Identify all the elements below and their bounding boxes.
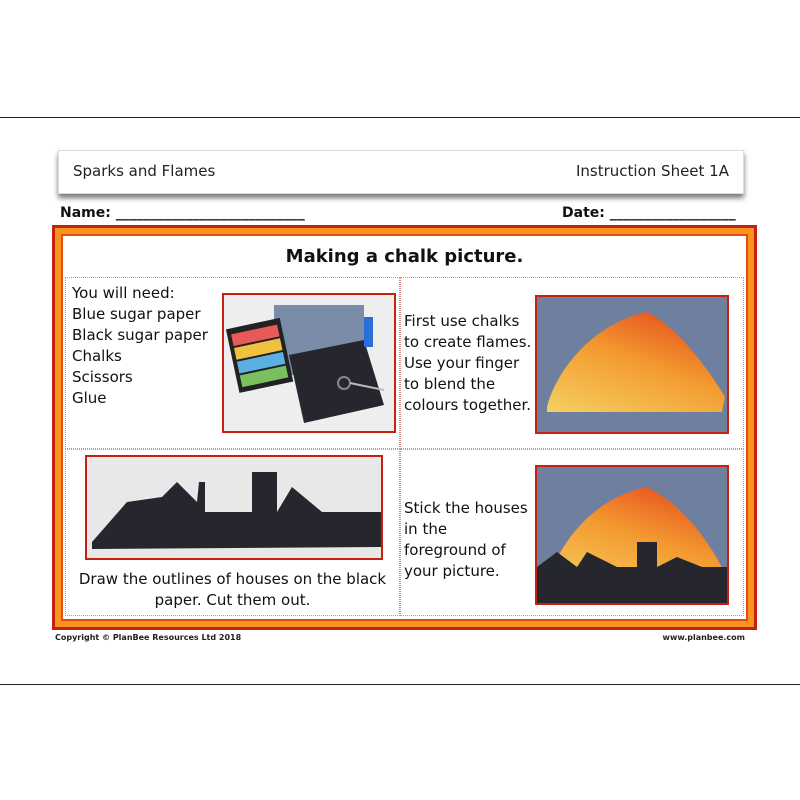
- materials-heading: You will need:: [72, 284, 175, 302]
- materials-photo: [222, 293, 396, 433]
- copyright-text: Copyright © PlanBee Resources Ltd 2018: [55, 633, 242, 642]
- name-field[interactable]: Name: ___________________________: [60, 205, 305, 221]
- step2-text: Draw the outlines of houses on the black paper. Cut them out.: [78, 570, 387, 609]
- header-banner: [58, 150, 744, 194]
- flames-photo: [535, 295, 729, 434]
- topic-title: Sparks and Flames: [73, 162, 216, 180]
- list-item: Black sugar paper: [72, 326, 208, 344]
- sheet-label: Instruction Sheet 1A: [576, 162, 729, 180]
- finished-picture-photo: [535, 465, 729, 605]
- step3-text: Stick the houses in the foreground of your picture.: [404, 499, 528, 580]
- date-field[interactable]: Date: __________________: [562, 205, 736, 221]
- page-heading: Making a chalk picture.: [285, 246, 524, 267]
- website-link[interactable]: www.planbee.com: [662, 633, 745, 642]
- list-item: Blue sugar paper: [72, 305, 201, 323]
- list-item: Glue: [72, 389, 107, 407]
- materials-list: [72, 283, 208, 409]
- houses-photo: [85, 455, 383, 560]
- list-item: Scissors: [72, 368, 133, 386]
- step1-text: First use chalks to create flames. Use your finger to blend the colours together.: [404, 312, 532, 414]
- list-item: Chalks: [72, 347, 122, 365]
